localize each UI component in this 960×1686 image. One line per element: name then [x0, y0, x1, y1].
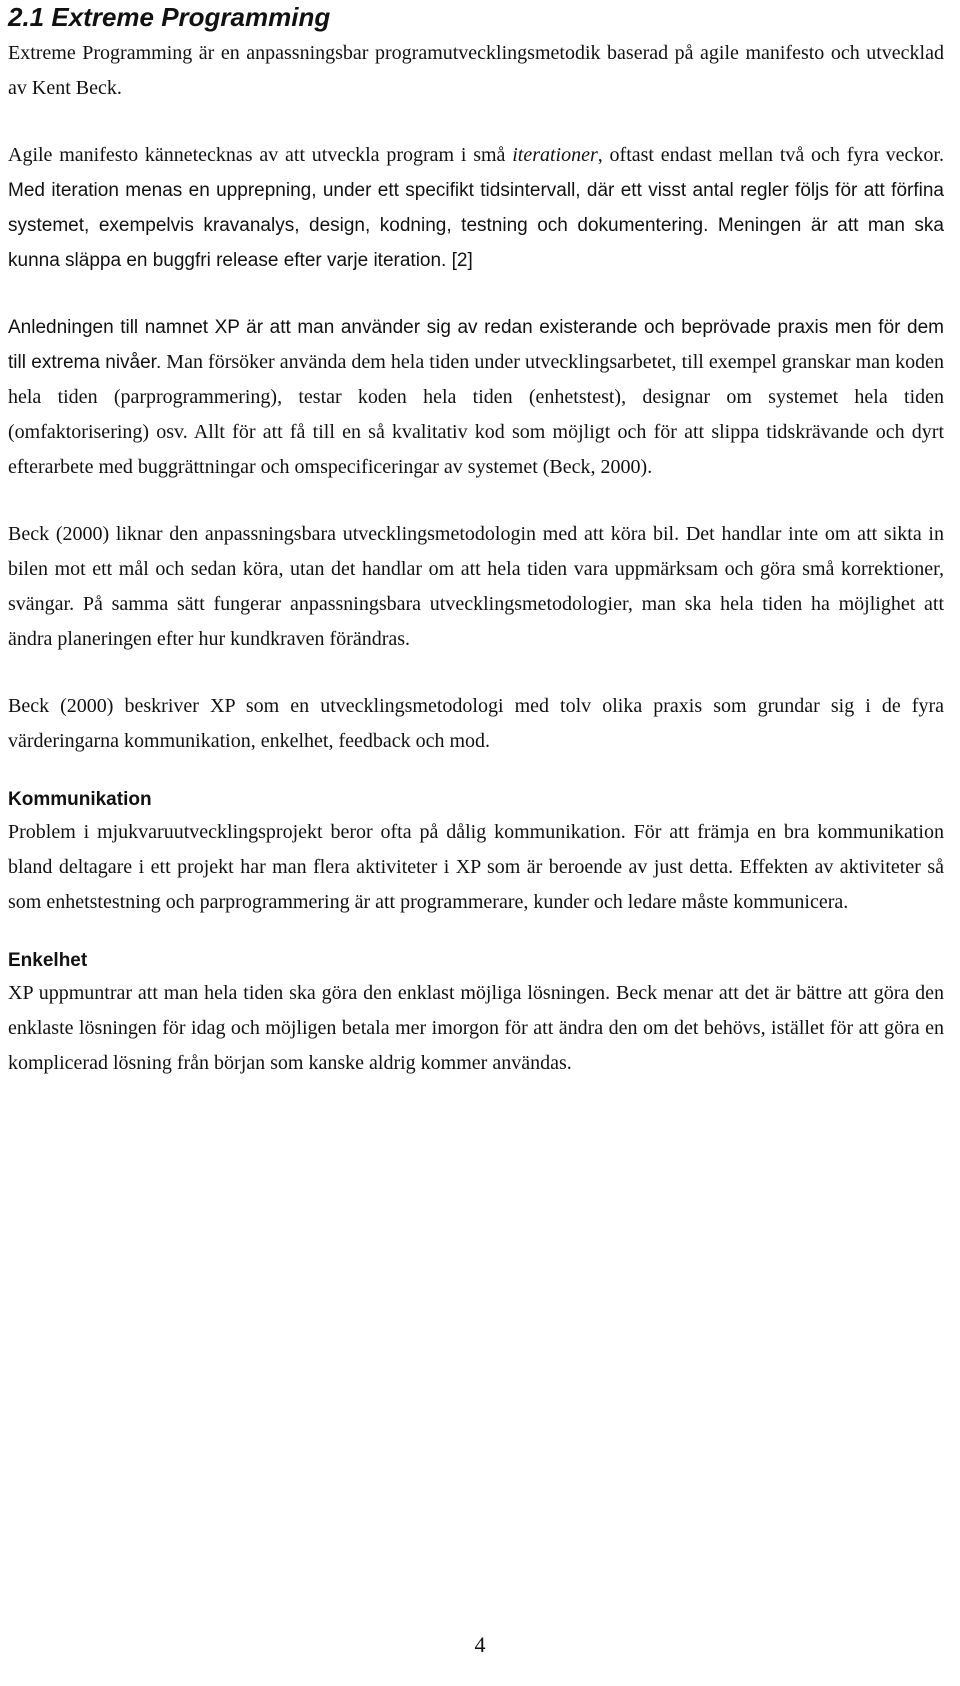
xp-practices-text: Man försöker använda dem hela tiden under utvecklingsarbetet, till exempel granskar man koden hela tiden (parprogrammering), testar koden hela tiden (enhetstest), designar om systemet hela tiden (omfaktorisering) osv. Allt för att få till en så kvalitativ kod som möjligt och för att slippa tidskrävande och dyrt efterarbete med buggrättningar och omspecificeringar av systemet (Beck, 2000). — [8, 351, 945, 478]
paragraph-kommunikation: Problem i mjukvaruutvecklingsprojekt beror ofta på dålig kommunikation. För att främja en bra kommunikation bland deltagare i ett projekt har man flera aktiviteter i XP som är beroende av just detta. Effekten av aktiviteter så som enhetstestning och parprogrammering är att programmerare, kunder och ledare måste kommunicera. — [8, 821, 944, 913]
page-number: 4 — [474, 1632, 486, 1657]
subheading-enkelhet: Enkelhet — [8, 950, 88, 971]
xp-name-text: Anledningen till namnet XP är att man använder sig av redan existerande och beprövade praxis men för dem till extrema nivåer. — [8, 317, 944, 373]
paragraph-enkelhet: XP uppmuntrar att man hela tiden ska göra den enklast möjliga lösningen. Beck menar att det är bättre att göra den enklaste lösningen för idag och möjligen betala mer imorgon för att ändra den om det behövs, istället för att göra en komplicerad lösning från början som kanske aldrig kommer användas. — [8, 982, 944, 1074]
agile-text-after-term: , oftast endast mellan två och fyra veckor. — [597, 144, 944, 166]
paragraph-agile-iterations — [8, 138, 944, 278]
subheading-kommunikation: Kommunikation — [8, 789, 152, 810]
document-page — [8, 0, 944, 1081]
paragraph-intro: Extreme Programming är en anpassningsbar programutvecklingsmetodik baserad på agile manifesto och utvecklad av Kent Beck. — [8, 42, 944, 99]
agile-text-start: Agile manifesto kännetecknas av att utveckla program i små — [8, 144, 513, 166]
paragraph-xp-name — [8, 310, 944, 485]
iteration-definition-text: Med iteration menas en upprepning, under ett specifikt tidsintervall, där ett visst antal regler följs för att förfina systemet, exempelvis kravanalys, design, kodning, testning och dokumentering. Meningen är att man ska kunna släppa en buggfri release efter varje iteration. [2] — [8, 180, 944, 271]
section-heading: 2.1 Extreme Programming — [8, 2, 331, 32]
paragraph-four-values: Beck (2000) beskriver XP som en utvecklingsmetodologi med tolv olika praxis som grundar sig i de fyra värderingarna kommunikation, enkelhet, feedback och mod. — [8, 695, 944, 752]
paragraph-driving-analogy: Beck (2000) liknar den anpassningsbara utvecklingsmetodologin med att köra bil. Det handlar inte om att sikta in bilen mot ett mål och sedan köra, utan det handlar om att hela tiden vara uppmärksam och göra små korrektioner, svängar. På samma sätt fungerar anpassningsbara utvecklingsmetodologier, man ska hela tiden ha möjlighet att ändra planeringen efter hur kundkraven förändras. — [8, 523, 944, 650]
iterationer-term: iterationer — [512, 144, 598, 166]
